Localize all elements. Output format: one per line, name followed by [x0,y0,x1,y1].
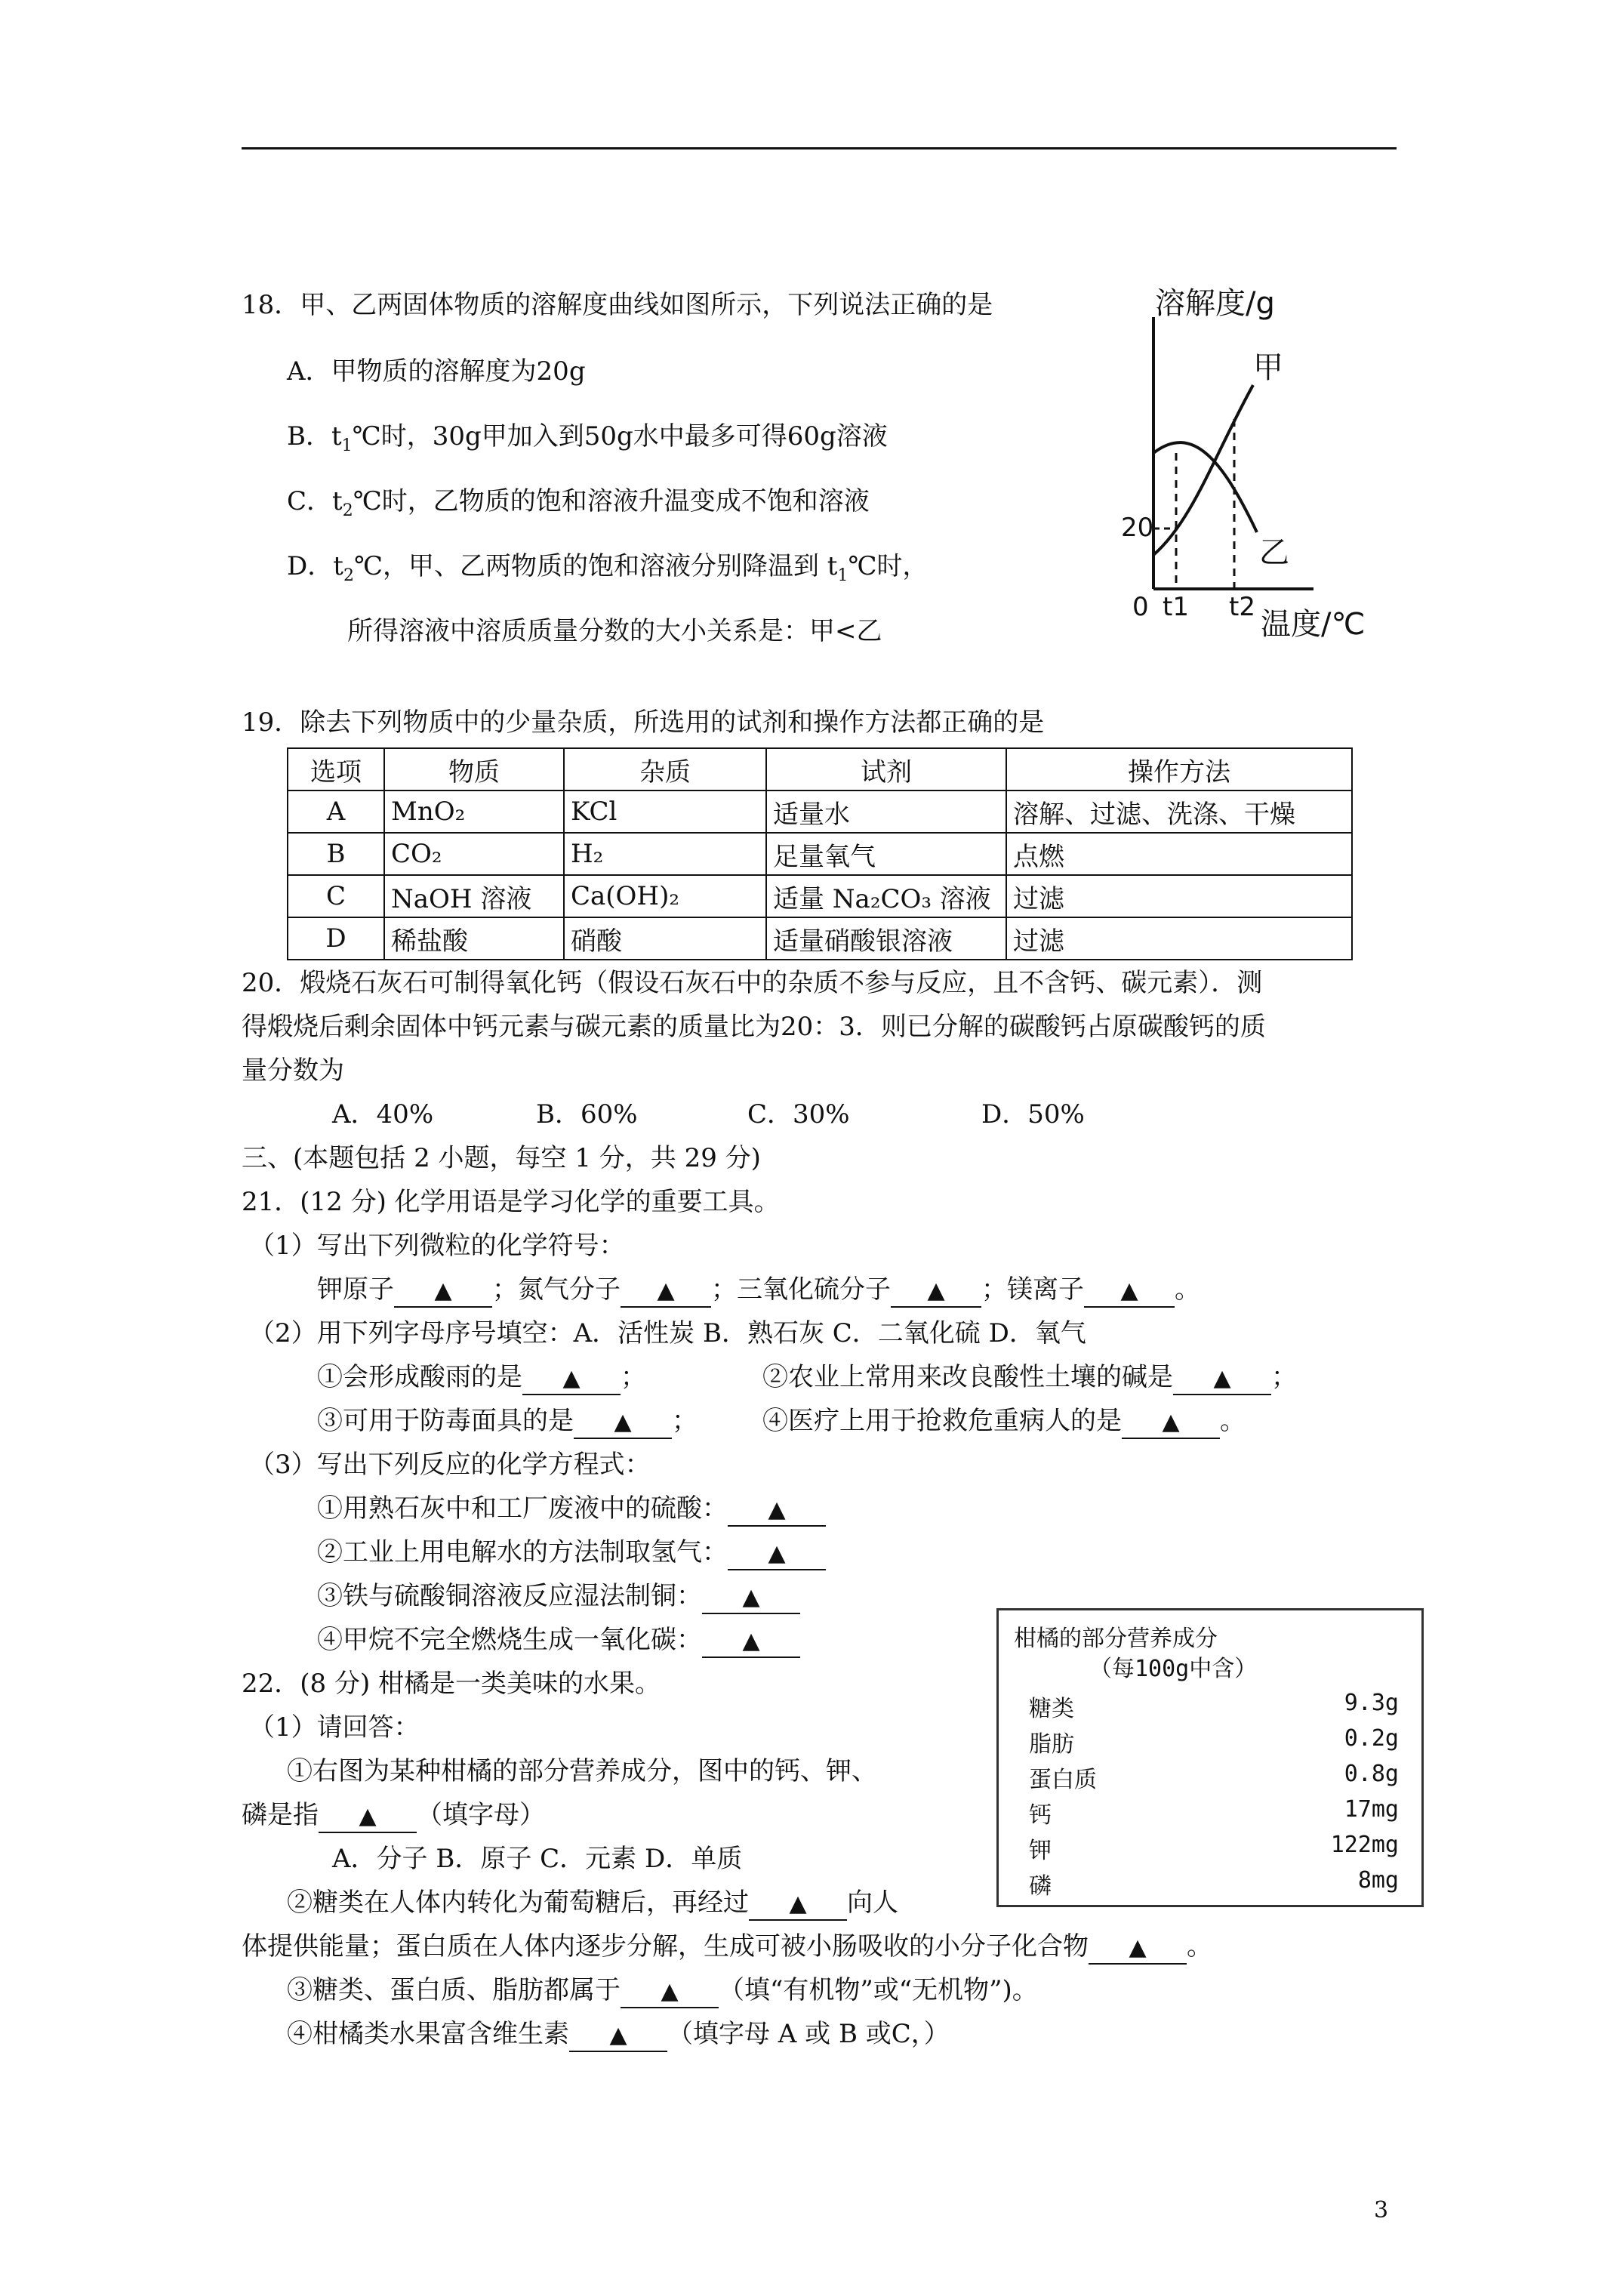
answer-blank[interactable]: ▲ [702,1583,800,1614]
page-number: 3 [1374,2197,1389,2224]
table-header-row [288,748,1352,791]
nutrition-title: 柑橘的部分营养成分 [1014,1626,1218,1652]
table-cell: CO₂ [384,833,564,875]
answer-blank[interactable]: ▲ [728,1539,826,1570]
table-cell: MnO₂ [384,791,564,833]
answer-blank[interactable]: ▲ [574,1407,672,1439]
nutrition-subtitle: （每100g中含） [1089,1656,1258,1682]
table-cell: 点燃 [1006,833,1352,875]
curve-yi [1153,442,1257,532]
answer-blank[interactable]: ▲ [1173,1364,1271,1395]
graph-ylabel: 溶解度/g [1155,286,1275,321]
graph-t1: t1 [1163,592,1189,622]
table-row [288,833,1352,875]
table-header: 选项 [288,748,384,791]
q20-option-d: D．50% [981,1099,1085,1130]
answer-blank[interactable]: ▲ [728,1495,826,1527]
graph-xlabel: 温度/℃ [1261,607,1366,642]
q21-part1: （1）写出下列微粒的化学符号： [249,1231,625,1261]
answer-blank[interactable]: ▲ [749,1889,847,1921]
q18-option-b: B．$t_1℃$时，30g甲加入到50g水中最多可得60g溶液 [287,421,888,455]
table-cell: Ca(OH)₂ [564,875,766,917]
table-cell: 适量水 [766,791,1006,833]
answer-blank[interactable]: ▲ [394,1276,492,1308]
q19-table [287,747,1353,960]
q21-part3-d: ④甲烷不完全燃烧生成一氧化碳： ▲ [317,1623,800,1658]
q21-part3-a: ①用熟石灰中和工厂废液中的硫酸： ▲ [317,1492,826,1527]
q18-option-d: D．$t_2℃$，甲、乙两物质的饱和溶液分别降温到 $t_1℃$时， [287,551,929,585]
table-cell: 硝酸 [564,917,766,960]
answer-blank[interactable]: ▲ [891,1276,981,1308]
q21-part1-blanks: 钾原子 ▲ ；氮气分子 ▲ ；三氧化硫分子 ▲ ；镁离子 ▲ 。 [317,1273,1200,1308]
q21-part2-b: ②农业上常用来改良酸性土壤的碱是 ▲ ； [762,1361,1297,1395]
table-header: 杂质 [564,748,766,791]
q20-line-1: 20．煅烧石灰石可制得氧化钙（假设石灰石中的杂质不参与反应，且不含钙、碳元素）．测 [242,968,1263,998]
table-cell: 足量氧气 [766,833,1006,875]
solubility-graph [1110,272,1381,649]
q21-part2-c: ③可用于防毒面具的是 ▲ ； [317,1404,698,1439]
answer-blank[interactable]: ▲ [621,1276,711,1308]
graph-y20: 20 [1121,513,1154,543]
answer-blank[interactable]: ▲ [1089,1933,1187,1965]
q22-line-6: ④柑橘类水果富含维生素 ▲ （填字母 A 或 B 或C，） [287,2017,950,2052]
answer-blank[interactable]: ▲ [569,2020,667,2052]
q18-option-a: A．甲物质的溶解度为20g [287,356,586,387]
table-header: 操作方法 [1006,748,1352,791]
q18-option-c: C．$t_2℃$时，乙物质的饱和溶液升温变成不饱和溶液 [287,486,870,520]
table-cell: 适量硝酸银溶液 [766,917,1006,960]
table-cell: 溶解、过滤、洗涤、干燥 [1006,791,1352,833]
table-row [288,917,1352,960]
table-cell: 稀盐酸 [384,917,564,960]
table-row [288,875,1352,917]
table-cell: B [288,833,384,875]
nutrition-row: 脂肪 0.2g [1029,1725,1399,1758]
q21-part3-c: ③铁与硫酸铜溶液反应湿法制铜： ▲ [317,1579,800,1614]
q18-option-d-cont: 所得溶液中溶质质量分数的大小关系是：甲<乙 [347,616,882,646]
nutrition-row: 蛋白质 0.8g [1029,1761,1399,1793]
table-cell: D [288,917,384,960]
answer-blank[interactable]: ▲ [702,1626,800,1658]
table-cell: NaOH 溶液 [384,875,564,917]
q22-options: A．分子 B．原子 C．元素 D．单质 [332,1844,743,1874]
q19-stem: 19．除去下列物质中的少量杂质，所选用的试剂和操作方法都正确的是 [242,707,1045,738]
graph-label-yi: 乙 [1259,535,1289,570]
table-row [288,791,1352,833]
q21-part3-b: ②工业上用电解水的方法制取氢气： ▲ [317,1536,826,1570]
table-cell: 过滤 [1006,917,1352,960]
table-cell: 过滤 [1006,875,1352,917]
nutrition-row: 糖类 9.3g [1029,1690,1399,1722]
q22-line-3: ②糖类在人体内转化为葡萄糖后，再经过 ▲ 向人 [287,1886,898,1921]
q22-part1: （1）请回答： [249,1712,420,1743]
q21-part2-d: ④医疗上用于抢救危重病人的是 ▲ 。 [762,1404,1246,1439]
nutrition-row: 钙 17mg [1029,1796,1399,1829]
graph-origin: 0 [1132,592,1149,622]
q22-line-1: ①右图为某种柑橘的部分营养成分，图中的钙、钾、 [287,1756,877,1786]
table-cell: KCl [564,791,766,833]
answer-blank[interactable]: ▲ [522,1364,621,1395]
section-3-heading: 三、(本题包括 2 小题，每空 1 分，共 29 分) [242,1143,761,1173]
table-cell: C [288,875,384,917]
answer-blank[interactable]: ▲ [1084,1276,1175,1308]
header-rule [242,147,1397,149]
q22-line-4: 体提供能量；蛋白质在人体内逐步分解，生成可被小肠吸收的小分子化合物 ▲ 。 [242,1930,1212,1965]
nutrition-table-image [996,1608,1424,1907]
graph-t2: t2 [1229,592,1255,622]
q18-stem: 18．甲、乙两固体物质的溶解度曲线如图所示，下列说法正确的是 [242,290,993,320]
answer-blank[interactable]: ▲ [621,1977,719,2008]
table-cell: 适量 Na₂CO₃ 溶液 [766,875,1006,917]
answer-blank[interactable]: ▲ [319,1801,417,1833]
q20-option-a: A．40% [332,1099,434,1130]
q20-line-3: 量分数为 [242,1056,344,1086]
nutrition-row: 磷 8mg [1029,1867,1399,1900]
q21-stem: 21．(12 分) 化学用语是学习化学的重要工具。 [242,1187,780,1217]
q22-stem: 22．(8 分) 柑橘是一类美味的水果。 [242,1669,661,1699]
table-header: 试剂 [766,748,1006,791]
q21-part2-a: ①会形成酸雨的是 ▲ ； [317,1361,646,1395]
q22-line-2: 磷是指 ▲ （填字母） [242,1798,545,1833]
q20-option-b: B．60% [536,1099,638,1130]
q20-line-2: 得煅烧后剩余固体中钙元素与碳元素的质量比为20：3．则已分解的碳酸钙占原碳酸钙的质 [242,1012,1266,1042]
q21-part2: （2）用下列字母序号填空：A．活性炭 B．熟石灰 C．二氧化硫 D．氧气 [249,1318,1086,1348]
table-header: 物质 [384,748,564,791]
answer-blank[interactable]: ▲ [1122,1407,1220,1439]
q21-part3: （3）写出下列反应的化学方程式： [249,1450,651,1480]
q20-option-c: C．30% [747,1099,850,1130]
graph-label-jia: 甲 [1253,350,1283,385]
nutrition-row: 钾 122mg [1029,1832,1399,1864]
table-cell: H₂ [564,833,766,875]
q22-line-5: ③糖类、蛋白质、脂肪都属于 ▲ （填“有机物”或“无机物”)。 [287,1974,1038,2008]
table-cell: A [288,791,384,833]
